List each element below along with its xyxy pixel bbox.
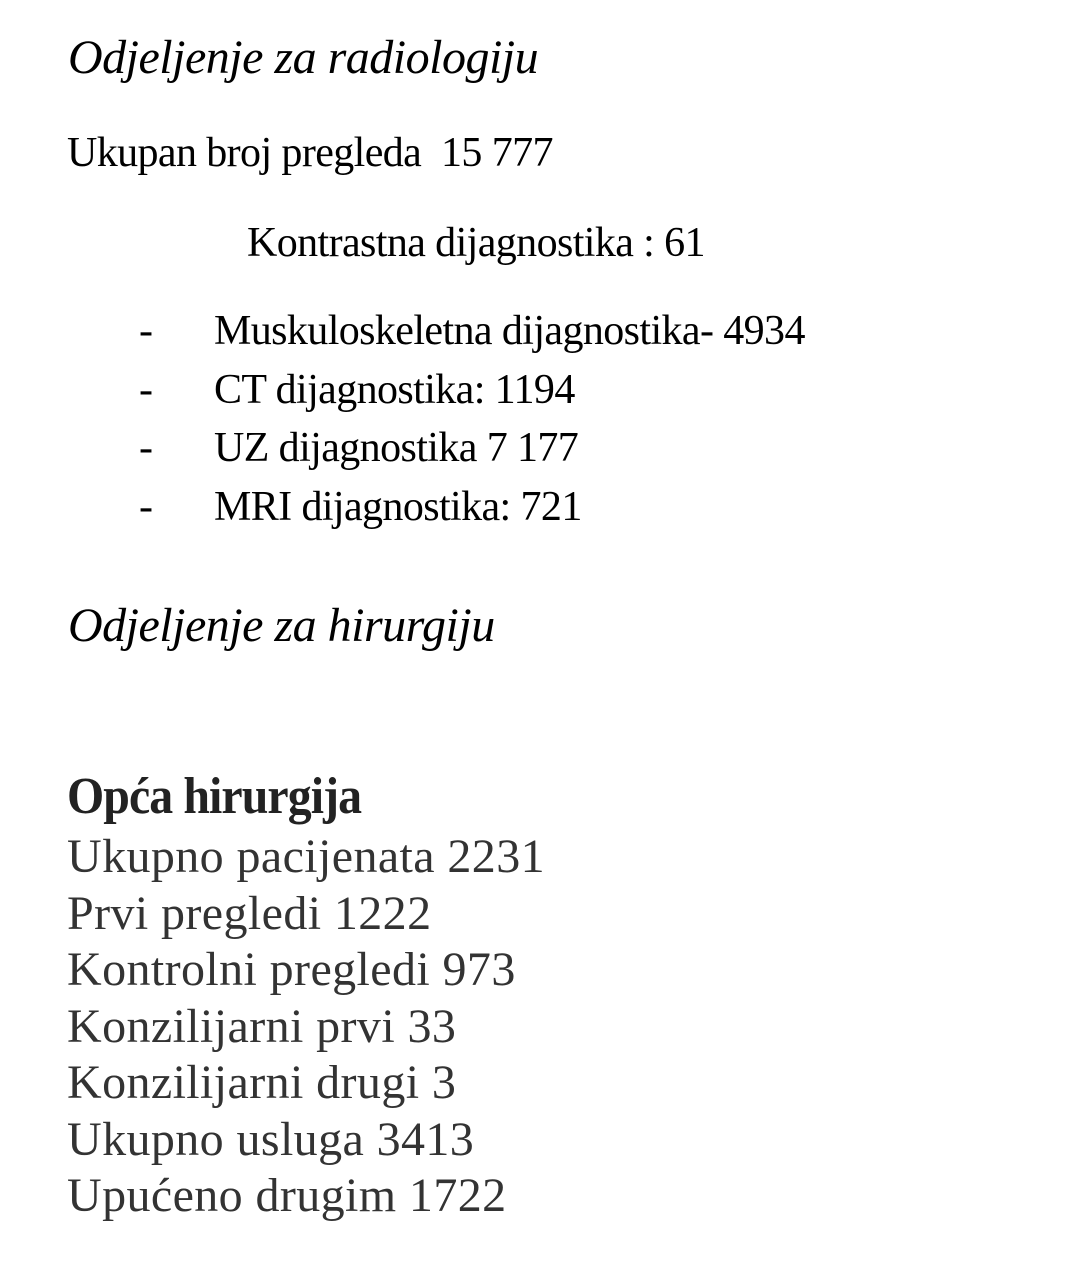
surgery-stats-list xyxy=(67,829,545,1225)
radiology-diagnostics-list xyxy=(0,306,1000,540)
dash-bullet: - xyxy=(139,425,153,471)
general-surgery-subheading: Opća hirurgija xyxy=(67,768,362,825)
list-item xyxy=(0,423,1000,482)
list-item-label: Muskuloskeletna dijagnostika- 4934 xyxy=(214,308,805,354)
list-item-label: UZ dijagnostika 7 177 xyxy=(214,425,579,471)
dash-bullet: - xyxy=(139,366,153,413)
stat-line: Ukupno usluga 3413 xyxy=(67,1112,475,1166)
stat-line: Ukupno pacijenata 2231 xyxy=(67,830,545,883)
list-item-label: CT dijagnostika: 1194 xyxy=(214,366,575,413)
dash-bullet: - xyxy=(139,308,153,354)
list-item xyxy=(0,482,1000,541)
stat-line: Konzilijarni drugi 3 xyxy=(67,1056,457,1109)
dash-bullet: - xyxy=(139,483,153,530)
list-item-label: MRI dijagnostika: 721 xyxy=(214,483,582,530)
stat-line: Prvi pregledi 1222 xyxy=(67,886,432,940)
total-examinations-line: Ukupan broj pregleda 15 777 xyxy=(67,130,553,176)
stat-line: Konzilijarni prvi 33 xyxy=(67,999,457,1053)
stat-line: Upućeno drugim 1722 xyxy=(67,1169,507,1222)
stat-line: Kontrolni pregledi 973 xyxy=(67,943,516,996)
list-item xyxy=(0,306,1000,365)
contrast-diagnostics-line: Kontrastna dijagnostika : 61 xyxy=(247,220,705,266)
list-item xyxy=(0,365,1000,424)
radiology-department-heading: Odjeljenje za radiologiju xyxy=(68,31,539,84)
surgery-department-heading: Odjeljenje za hirurgiju xyxy=(68,599,495,652)
